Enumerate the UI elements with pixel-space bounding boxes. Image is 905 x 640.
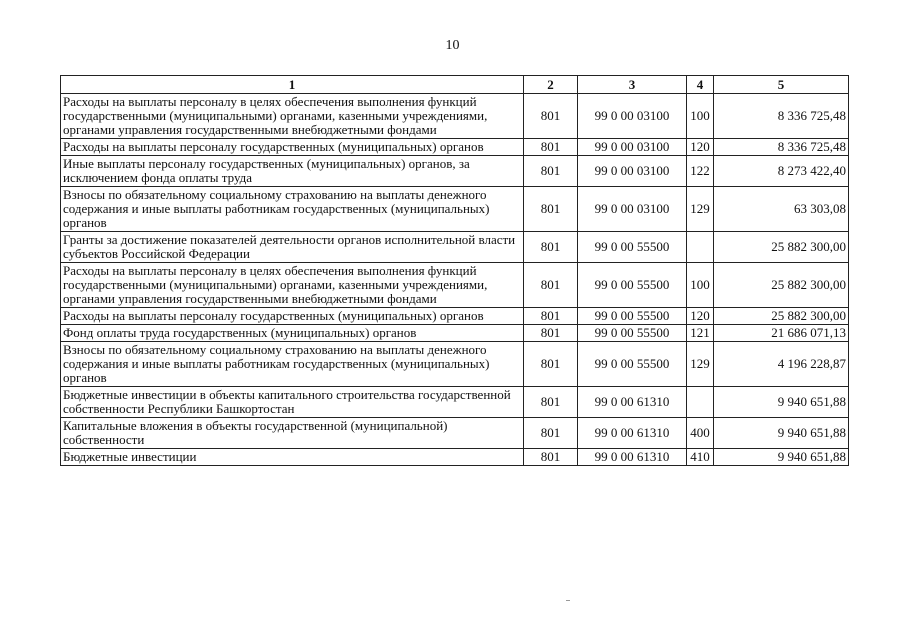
- table-row: [61, 139, 849, 156]
- table-row: [61, 308, 849, 325]
- row-sum: 25 882 300,00: [714, 308, 849, 325]
- row-type: 129: [687, 342, 714, 387]
- row-target: 99 0 00 55500: [578, 325, 687, 342]
- header-col-1: 1: [61, 76, 524, 94]
- table-row: [61, 232, 849, 263]
- row-type: 100: [687, 263, 714, 308]
- row-code: 801: [524, 139, 578, 156]
- table-row: [61, 187, 849, 232]
- row-name: Расходы на выплаты персоналу государственных (муниципальных) органов: [61, 308, 524, 325]
- row-code: 801: [524, 263, 578, 308]
- row-type: 120: [687, 308, 714, 325]
- table-row: [61, 387, 849, 418]
- table-row: [61, 156, 849, 187]
- row-sum: 9 940 651,88: [714, 387, 849, 418]
- row-sum: 25 882 300,00: [714, 263, 849, 308]
- row-sum: 9 940 651,88: [714, 418, 849, 449]
- table-row: [61, 418, 849, 449]
- row-type: 410: [687, 449, 714, 466]
- row-name: Бюджетные инвестиции в объекты капитального строительства государственной собственности Республики Башкортостан: [61, 387, 524, 418]
- header-col-4: 4: [687, 76, 714, 94]
- header-col-2: 2: [524, 76, 578, 94]
- row-sum: 9 940 651,88: [714, 449, 849, 466]
- row-code: 801: [524, 308, 578, 325]
- row-name: Расходы на выплаты персоналу государственных (муниципальных) органов: [61, 139, 524, 156]
- table-row: [61, 342, 849, 387]
- row-code: 801: [524, 325, 578, 342]
- row-target: 99 0 00 61310: [578, 418, 687, 449]
- row-type: 121: [687, 325, 714, 342]
- row-type: 129: [687, 187, 714, 232]
- row-name: Взносы по обязательному социальному страхованию на выплаты денежного содержания и иные выплаты работникам государственных (муниципальных) органов: [61, 187, 524, 232]
- row-type: 100: [687, 94, 714, 139]
- row-code: 801: [524, 342, 578, 387]
- row-name: Бюджетные инвестиции: [61, 449, 524, 466]
- row-code: 801: [524, 449, 578, 466]
- row-name: Гранты за достижение показателей деятельности органов исполнительной власти субъектов Российской Федерации: [61, 232, 524, 263]
- row-sum: 63 303,08: [714, 187, 849, 232]
- row-target: 99 0 00 03100: [578, 94, 687, 139]
- row-name: Капитальные вложения в объекты государственной (муниципальной) собственности: [61, 418, 524, 449]
- header-row: [61, 76, 849, 94]
- row-sum: 8 273 422,40: [714, 156, 849, 187]
- table-row: [61, 94, 849, 139]
- row-target: 99 0 00 55500: [578, 263, 687, 308]
- table-row: [61, 325, 849, 342]
- header-col-3: 3: [578, 76, 687, 94]
- row-sum: 4 196 228,87: [714, 342, 849, 387]
- row-target: 99 0 00 03100: [578, 156, 687, 187]
- row-name: Расходы на выплаты персоналу в целях обеспечения выполнения функций государственными (муниципальными) органами, казенными учреждениями, органами управления государственными внебюджетными фондами: [61, 94, 524, 139]
- row-code: 801: [524, 94, 578, 139]
- row-code: 801: [524, 156, 578, 187]
- row-code: 801: [524, 187, 578, 232]
- row-type: [687, 232, 714, 263]
- row-type: 122: [687, 156, 714, 187]
- row-type: [687, 387, 714, 418]
- header-col-5: 5: [714, 76, 849, 94]
- row-name: Иные выплаты персоналу государственных (муниципальных) органов, за исключением фонда оплаты труда: [61, 156, 524, 187]
- row-name: Фонд оплаты труда государственных (муниципальных) органов: [61, 325, 524, 342]
- row-sum: 21 686 071,13: [714, 325, 849, 342]
- row-target: 99 0 00 55500: [578, 342, 687, 387]
- row-target: 99 0 00 61310: [578, 387, 687, 418]
- row-code: 801: [524, 387, 578, 418]
- row-target: 99 0 00 61310: [578, 449, 687, 466]
- row-target: 99 0 00 03100: [578, 139, 687, 156]
- row-name: Взносы по обязательному социальному страхованию на выплаты денежного содержания и иные выплаты работникам государственных (муниципальных) органов: [61, 342, 524, 387]
- row-code: 801: [524, 232, 578, 263]
- row-sum: 25 882 300,00: [714, 232, 849, 263]
- page-number: 10: [445, 38, 460, 53]
- row-sum: 8 336 725,48: [714, 139, 849, 156]
- row-target: 99 0 00 55500: [578, 308, 687, 325]
- row-type: 120: [687, 139, 714, 156]
- row-target: 99 0 00 55500: [578, 232, 687, 263]
- row-name: Расходы на выплаты персоналу в целях обеспечения выполнения функций государственными (муниципальными) органами, казенными учреждениями, органами управления государственными внебюджетными фондами: [61, 263, 524, 308]
- table-row: [61, 449, 849, 466]
- row-type: 400: [687, 418, 714, 449]
- row-target: 99 0 00 03100: [578, 187, 687, 232]
- row-code: 801: [524, 418, 578, 449]
- row-sum: 8 336 725,48: [714, 94, 849, 139]
- budget-table: [60, 75, 849, 466]
- table-row: [61, 263, 849, 308]
- scan-mark: [566, 600, 570, 601]
